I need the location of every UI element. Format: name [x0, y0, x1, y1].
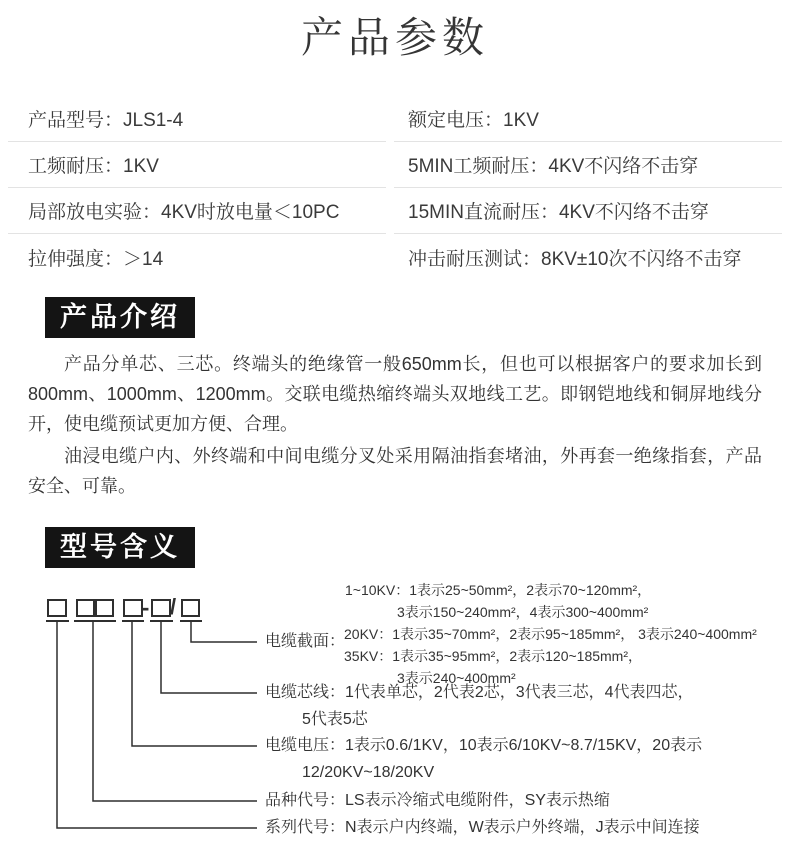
- model-code-box: [77, 600, 94, 616]
- spec-impulse-test: 冲击耐压测试：8KV±10次不闪络不击穿: [408, 248, 742, 270]
- cable-voltage-text: 1表示0.6/1KV，10表示6/10KV~8.7/15KV，20表示: [345, 737, 703, 754]
- model-code-box: [124, 600, 142, 616]
- model-code-slash: /: [170, 594, 177, 619]
- product-intro-text: [28, 349, 762, 501]
- product-detail-page: [0, 10, 790, 853]
- connector-series-code: [57, 621, 257, 828]
- connector-cable-cores: [161, 621, 257, 693]
- cable-voltage-text-2: 12/20KV~18/20KV: [302, 764, 435, 781]
- label-cross-section: 电缆截面：: [265, 633, 346, 650]
- spec-product-model: 产品型号：JLS1-4: [8, 96, 386, 142]
- variety-code-text: LS表示冷缩式电缆附件，SY表示热缩: [345, 792, 610, 809]
- model-code-diagram-lines: [0, 580, 790, 853]
- model-code-box: [96, 600, 113, 616]
- section-heading-product-intro: 产品介绍: [45, 297, 195, 338]
- model-meaning-diagram: [0, 580, 790, 853]
- label-cable-cores: 电缆芯线：: [265, 684, 346, 701]
- model-code-box: [182, 600, 199, 616]
- cross-section-line: 20KV：1表示35~70mm²，2表示95~185mm²， 3表示240~400mm²: [344, 626, 757, 642]
- cross-section-line: 3表示150~240mm²，4表示300~400mm²: [397, 604, 649, 620]
- intro-paragraph: 产品分单芯、三芯。终端头的绝缘管一般650mm长，但也可以根据客户的要求加长到800mm、1000mm、1200mm。交联电缆热缩终端头双地线工艺。即钢铠地线和铜屏地线分开，使电缆预试更加方便、合理。: [28, 354, 762, 434]
- spec-rated-voltage: 额定电压：1KV: [394, 96, 782, 142]
- table-row: [8, 234, 782, 280]
- spec-5min-withstand: 5MIN工频耐压：4KV不闪络不击穿: [394, 142, 782, 188]
- cable-cores-text-2: 5代表5芯: [302, 711, 368, 728]
- connector-cable-voltage: [132, 621, 257, 746]
- cross-section-line: 3表示240~400mm²: [397, 670, 516, 686]
- cable-cores-text: 1代表单芯，2代表2芯，3代表三芯，4代表四芯，: [345, 684, 694, 701]
- table-row: [8, 96, 782, 142]
- cross-section-line: 1~10KV：1表示25~50mm²，2表示70~120mm²，: [345, 582, 652, 598]
- label-series-code: 系列代号：: [265, 819, 346, 836]
- model-code-box: [48, 600, 66, 616]
- label-variety-code: 品种代号：: [265, 792, 346, 809]
- page-title: 产品参数: [300, 14, 489, 61]
- entry-cable-cores: [265, 683, 694, 703]
- entry-series-code: [265, 818, 700, 838]
- table-row: [8, 188, 782, 234]
- spec-partial-discharge: 局部放电实验：4KV时放电量＜10PC: [8, 188, 386, 234]
- series-code-text: N表示户内终端，W表示户外终端，J表示中间连接: [345, 819, 700, 836]
- spec-15min-dc: 15MIN直流耐压：4KV不闪络不击穿: [394, 188, 782, 234]
- spec-tensile-strength: 拉伸强度：＞14: [28, 248, 164, 270]
- model-code-box: [152, 600, 170, 616]
- label-cable-voltage: 电缆电压：: [265, 737, 346, 754]
- model-code-hyphen: -: [142, 595, 150, 620]
- connector-cross-section: [191, 621, 257, 642]
- cross-section-line: 35KV：1表示35~95mm²，2表示120~185mm²，: [344, 648, 643, 664]
- section-heading-model-meaning: 型号含义: [45, 527, 195, 568]
- spec-table: [8, 96, 782, 280]
- entry-variety-code: [265, 791, 610, 811]
- spec-pf-withstand: 工频耐压：1KV: [8, 142, 386, 188]
- entry-cable-voltage: [265, 736, 702, 756]
- table-row: [8, 142, 782, 188]
- connector-variety-code: [93, 621, 257, 801]
- intro-paragraph: 油浸电缆户内、外终端和中间电缆分叉处采用隔油指套堵油，外再套一绝缘指套，产品安全、可靠。: [28, 446, 762, 496]
